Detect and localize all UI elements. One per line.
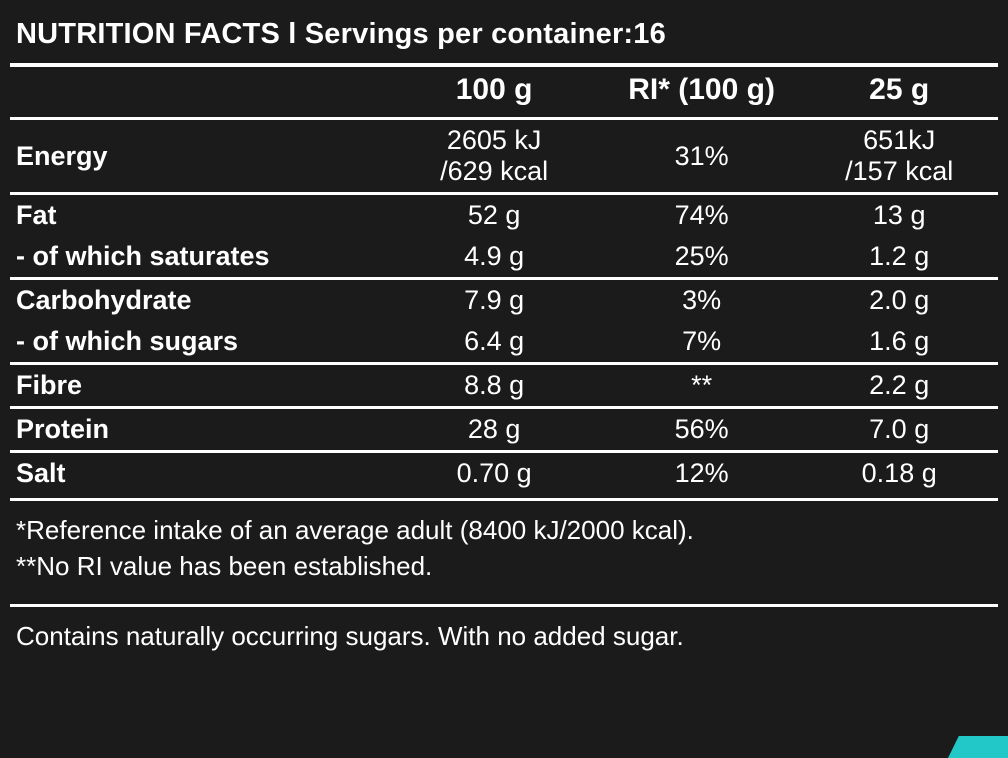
footnote-no-ri-value: **No RI value has been established. [16,550,433,581]
row-label: Fibre [10,364,385,408]
row-value-100g: 28 g [385,408,602,452]
row-value-25g: 651kJ /157 kcal [800,119,998,194]
row-value-100g: 6.4 g [464,326,525,357]
table-row [10,321,998,364]
table-row [10,119,998,194]
corner-accent-shape [948,736,1008,758]
row-value-ri: 12% [603,452,801,495]
row-value-25g: 0.18 g [800,452,998,495]
row-label: Protein [10,408,385,452]
row-label: - of which sugars [16,326,239,357]
row-value-100g: 4.9 g [464,241,525,272]
table-row [10,194,998,237]
column-header-blank [10,65,385,119]
row-value-ri: 3% [603,279,801,322]
row-label: Energy [10,119,385,194]
row-value-25g: 7.0 g [800,408,998,452]
row-value-100g: 0.70 g [385,452,602,495]
row-value-ri: 31% [603,119,801,194]
table-body [10,119,998,495]
footnote-reference-intake: *Reference intake of an average adult (8400 kJ/2000 kcal). [16,515,694,546]
row-value-25g: 1.6 g [869,326,930,357]
table-row [10,236,998,279]
footnotes [10,498,998,589]
row-label: - of which saturates [16,241,270,272]
nutrition-table [10,63,998,494]
page-title: NUTRITION FACTS l Servings per container:16 [16,18,666,50]
table-row [10,452,998,495]
row-value-25g: 13 g [800,194,998,237]
row-label: Carbohydrate [10,279,385,322]
table-row [10,408,998,452]
row-value-ri: 7% [682,326,722,357]
row-value-100g: 7.9 g [385,279,602,322]
row-value-ri: 74% [603,194,801,237]
row-value-100g: 2605 kJ /629 kcal [385,119,602,194]
table-header-row [10,65,998,119]
row-value-ri: ** [603,364,801,408]
column-header-ri: RI* (100 g) [603,65,801,119]
row-value-25g: 1.2 g [869,241,930,272]
table-row [10,364,998,408]
row-value-25g: 2.2 g [800,364,998,408]
row-label: Fat [10,194,385,237]
table-header [10,65,998,119]
table-row [10,279,998,322]
column-header-25g: 25 g [800,65,998,119]
row-label: Salt [10,452,385,495]
row-value-ri: 56% [603,408,801,452]
row-value-ri: 25% [674,241,729,272]
bottom-note: Contains naturally occurring sugars. With no added sugar. [10,604,998,652]
row-value-100g: 8.8 g [385,364,602,408]
row-value-100g: 52 g [385,194,602,237]
row-value-25g: 2.0 g [800,279,998,322]
column-header-100g: 100 g [385,65,602,119]
